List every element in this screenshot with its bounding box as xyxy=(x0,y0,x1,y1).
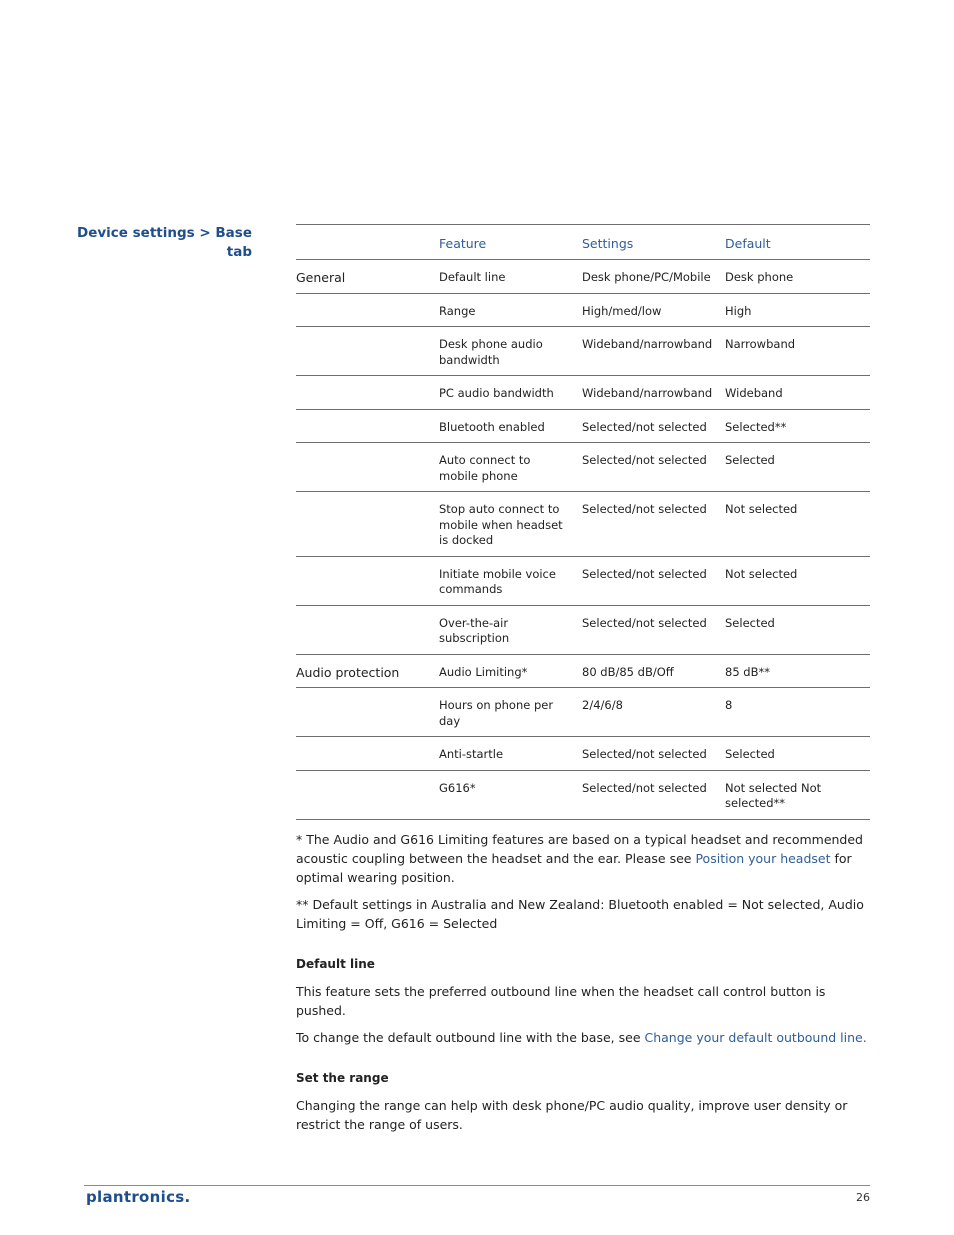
table-row xyxy=(296,654,870,688)
header-settings: Settings xyxy=(582,236,634,251)
notes-section xyxy=(296,830,870,1142)
cell-feature: Stop auto connect to mobile when headset is docked xyxy=(439,502,563,547)
cell-category xyxy=(296,409,439,443)
cell-feature: Hours on phone per day xyxy=(439,698,554,728)
table-row xyxy=(296,688,870,737)
cell-settings: 80 dB/85 dB/Off xyxy=(582,664,674,679)
cell-settings: Selected/not selected xyxy=(582,566,707,581)
cell-category xyxy=(296,605,439,654)
cell-settings: Selected/not selected xyxy=(582,747,707,761)
cell-default: 85 dB** xyxy=(725,664,770,679)
footnote-1-text: * The Audio and G616 Limiting features are based on a typical headset and recommended acoustic coupling between the headset and the ear. Please see xyxy=(296,832,863,866)
cell-settings: Selected/not selected xyxy=(582,780,707,795)
cell-default: Selected xyxy=(725,615,775,630)
cell-category: Audio protection xyxy=(296,664,400,680)
cell-settings: Wideband/narrowband xyxy=(582,337,713,351)
cell-category xyxy=(296,737,439,771)
default-line-section xyxy=(296,955,870,1047)
cell-settings: Desk phone/PC/Mobile xyxy=(582,270,711,284)
change-outbound-line-link[interactable]: Change your default outbound line xyxy=(644,1030,863,1045)
table-row xyxy=(296,443,870,492)
cell-default: Desk phone xyxy=(725,270,794,284)
cell-category xyxy=(296,770,439,819)
cell-default: 8 xyxy=(725,698,733,712)
cell-settings: High/med/low xyxy=(582,303,662,318)
cell-feature: Bluetooth enabled xyxy=(439,419,545,434)
cell-category: General xyxy=(296,270,346,285)
cell-feature: Over-the-air subscription xyxy=(439,615,510,645)
default-line-heading: Default line xyxy=(296,957,375,971)
footnote-1-text-end: for optimal wearing position. xyxy=(296,851,852,885)
table-row xyxy=(296,376,870,410)
cell-feature: Default line xyxy=(439,270,506,284)
cell-settings: Selected/not selected xyxy=(582,615,707,630)
page-number: 26 xyxy=(856,1191,870,1204)
cell-default: High xyxy=(725,303,752,318)
cell-feature: Anti-startle xyxy=(439,747,504,761)
cell-category xyxy=(296,327,439,376)
table-row xyxy=(296,492,870,557)
cell-feature: PC audio bandwidth xyxy=(439,386,554,400)
cell-feature: Audio Limiting* xyxy=(439,664,528,679)
plantronics-logo: plantronics. xyxy=(86,1188,191,1206)
cell-category xyxy=(296,556,439,605)
cell-settings: Selected/not selected xyxy=(582,502,707,516)
set-range-text: Changing the range can help with desk phone/PC audio quality, improve user density or restrict the range of users. xyxy=(296,1098,848,1132)
cell-settings: Selected/not selected xyxy=(582,419,707,434)
header-category xyxy=(296,225,439,260)
default-line-text-2-start: To change the default outbound line with the base, see xyxy=(296,1030,645,1045)
cell-feature: G616* xyxy=(439,780,476,795)
cell-settings: Selected/not selected xyxy=(582,453,707,467)
table-row xyxy=(296,770,870,819)
cell-default: Wideband xyxy=(725,386,783,400)
table-row xyxy=(296,409,870,443)
footer-divider xyxy=(84,1185,870,1186)
cell-category xyxy=(296,293,439,327)
table-row xyxy=(296,605,870,654)
header-feature: Feature xyxy=(439,236,487,251)
default-line-text-2 xyxy=(296,1028,870,1047)
position-headset-link[interactable]: Position your headset xyxy=(695,851,831,866)
cell-default: Selected xyxy=(725,747,775,761)
table-row xyxy=(296,327,870,376)
default-line-text: This feature sets the preferred outbound line when the headset call control button is pushed. xyxy=(296,984,826,1018)
cell-settings: Wideband/narrowband xyxy=(582,386,713,400)
table-row xyxy=(296,556,870,605)
default-line-text-2-end: . xyxy=(862,1030,867,1045)
cell-default: Selected** xyxy=(725,419,787,434)
section-title: Device settings > Base tab xyxy=(77,225,252,260)
cell-default: Not selected Not selected** xyxy=(725,780,822,810)
cell-default: Selected xyxy=(725,453,775,467)
cell-feature: Initiate mobile voice commands xyxy=(439,566,556,596)
table-row xyxy=(296,293,870,327)
cell-feature: Auto connect to mobile phone xyxy=(439,453,531,483)
footnote-1 xyxy=(296,830,870,887)
cell-category xyxy=(296,492,439,557)
table-row xyxy=(296,260,870,294)
cell-category xyxy=(296,376,439,410)
set-range-heading: Set the range xyxy=(296,1071,389,1085)
cell-settings: 2/4/6/8 xyxy=(582,698,623,712)
settings-table-container xyxy=(296,224,870,820)
cell-feature: Range xyxy=(439,303,476,318)
table-body xyxy=(296,260,870,820)
cell-default: Not selected xyxy=(725,502,798,516)
table-row xyxy=(296,737,870,771)
footnote-2: ** Default settings in Australia and New Zealand: Bluetooth enabled = Not selected, Audio Limiting = Off, G616 = Selected xyxy=(296,897,864,931)
cell-feature: Desk phone audio bandwidth xyxy=(439,337,543,367)
cell-category xyxy=(296,688,439,737)
set-range-section xyxy=(296,1069,870,1134)
settings-table xyxy=(296,224,870,820)
cell-category xyxy=(296,443,439,492)
cell-default: Not selected xyxy=(725,566,798,581)
cell-default: Narrowband xyxy=(725,337,796,351)
header-default: Default xyxy=(725,236,771,251)
table-header-row xyxy=(296,225,870,260)
